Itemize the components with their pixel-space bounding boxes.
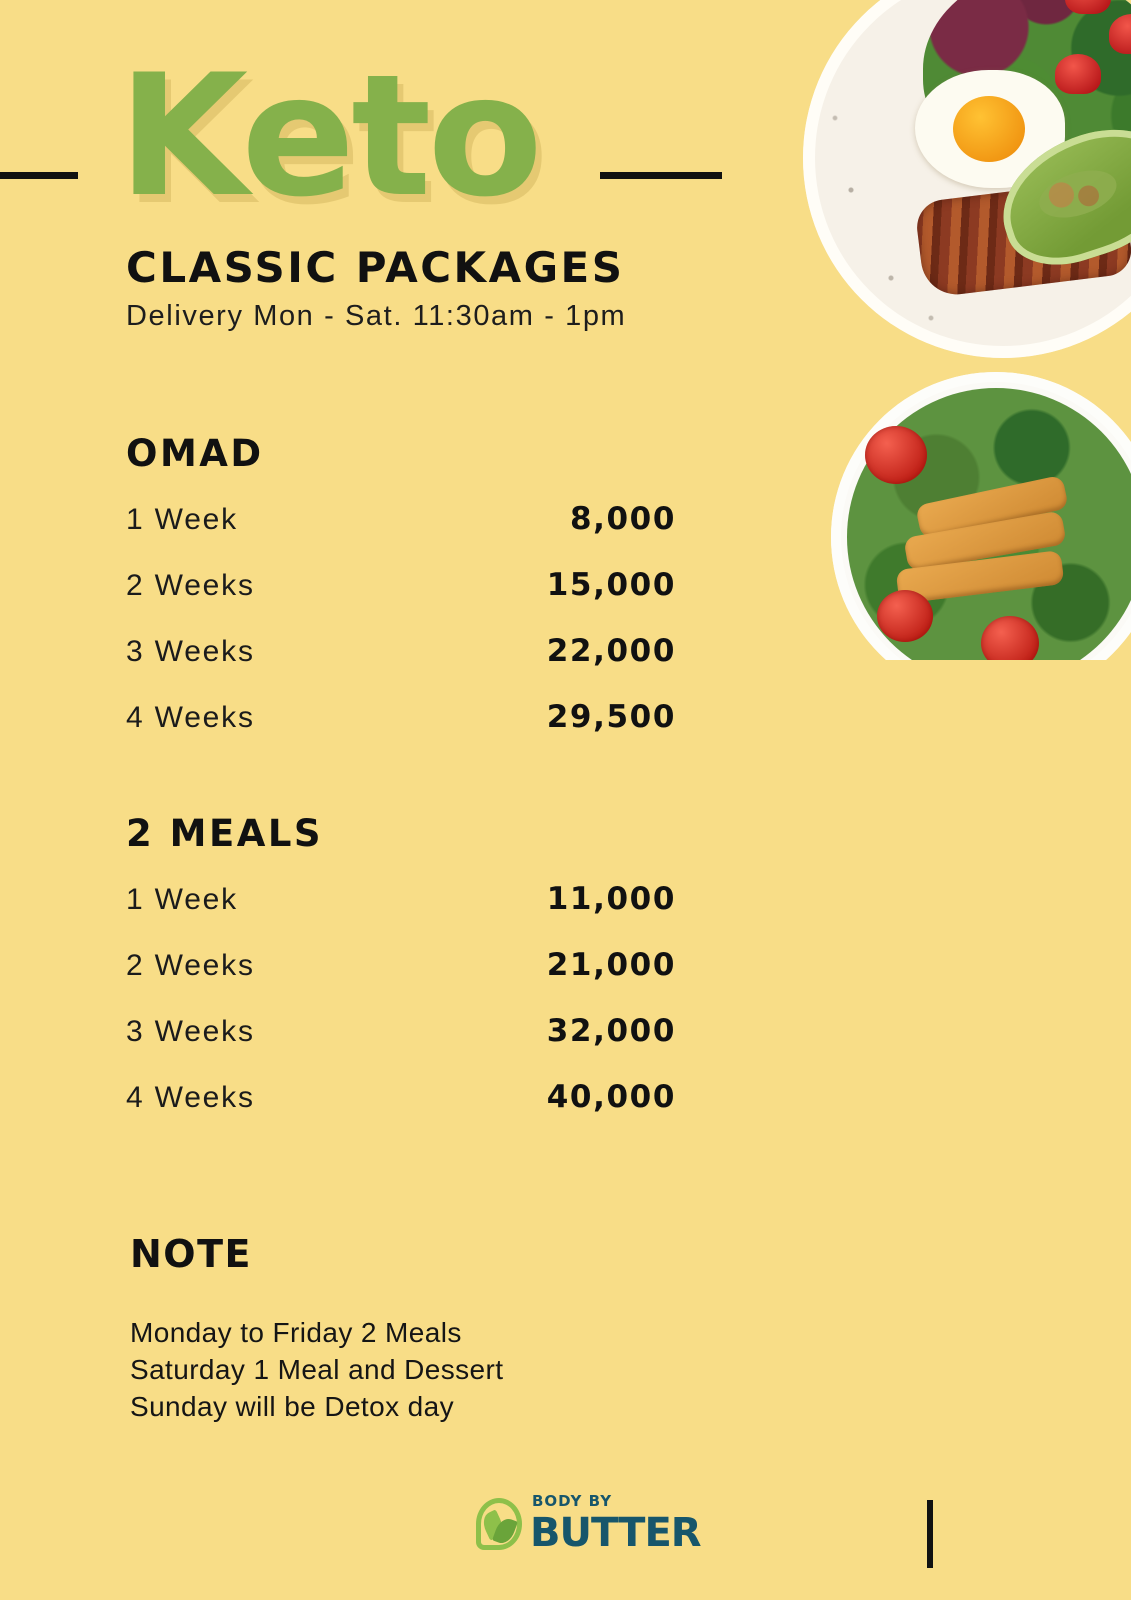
price-row-label: 2 Weeks [126, 569, 255, 602]
price-row-value: 21,000 [546, 947, 676, 983]
price-row-label: 4 Weeks [126, 1081, 255, 1114]
delivery-info: Delivery Mon - Sat. 11:30am - 1pm [126, 300, 627, 332]
brand-logo-main-text: BUTTER [530, 1510, 701, 1556]
tomato [877, 590, 933, 642]
tomato [865, 426, 927, 484]
tomato [981, 616, 1039, 660]
decorative-rule-left [0, 172, 78, 179]
chicken-strip [896, 550, 1065, 604]
price-row [126, 1079, 686, 1145]
note-line: Sunday will be Detox day [130, 1391, 454, 1422]
note-line: Monday to Friday 2 Meals [130, 1317, 462, 1348]
decorative-rule-right [600, 172, 722, 179]
salad-greens [847, 388, 1131, 660]
chicken-salad-plate-image [831, 372, 1131, 660]
brand-logo-top-text: BODY BY [532, 1492, 613, 1510]
section-title: 2 MEALS [126, 812, 324, 855]
chicken-strip [915, 475, 1069, 539]
price-row [126, 881, 686, 947]
chicken-strip [903, 510, 1066, 571]
price-row-label: 1 Week [126, 503, 238, 536]
price-row-value: 22,000 [546, 633, 676, 669]
leaf-drop-icon [470, 1494, 528, 1556]
section-title: OMAD [126, 432, 264, 475]
price-row-label: 2 Weeks [126, 949, 255, 982]
price-row-value: 15,000 [546, 567, 676, 603]
price-row-value: 29,500 [546, 699, 676, 735]
price-row-value: 8,000 [569, 501, 676, 537]
price-row-value: 32,000 [546, 1013, 676, 1049]
price-row [126, 699, 686, 765]
page-subtitle: CLASSIC PACKAGES [126, 243, 625, 292]
price-row-label: 4 Weeks [126, 701, 255, 734]
brand-logo [470, 1490, 701, 1560]
price-row-label: 3 Weeks [126, 635, 255, 668]
price-row-label: 3 Weeks [126, 1015, 255, 1048]
note-line: Saturday 1 Meal and Dessert [130, 1354, 504, 1385]
price-row-label: 1 Week [126, 883, 238, 916]
price-row [126, 947, 686, 1013]
price-row-value: 11,000 [546, 881, 676, 917]
note-section [130, 1232, 770, 1425]
note-title: NOTE [130, 1232, 252, 1276]
price-row [126, 1013, 686, 1079]
price-row [126, 501, 686, 567]
package-section-2-meals [126, 812, 686, 1145]
price-row-value: 40,000 [546, 1079, 676, 1115]
price-row [126, 633, 686, 699]
price-row [126, 567, 686, 633]
page-title: Keto [118, 38, 539, 234]
poster-header [0, 0, 1131, 360]
decorative-rule-corner [927, 1500, 933, 1568]
package-section-omad [126, 432, 686, 765]
